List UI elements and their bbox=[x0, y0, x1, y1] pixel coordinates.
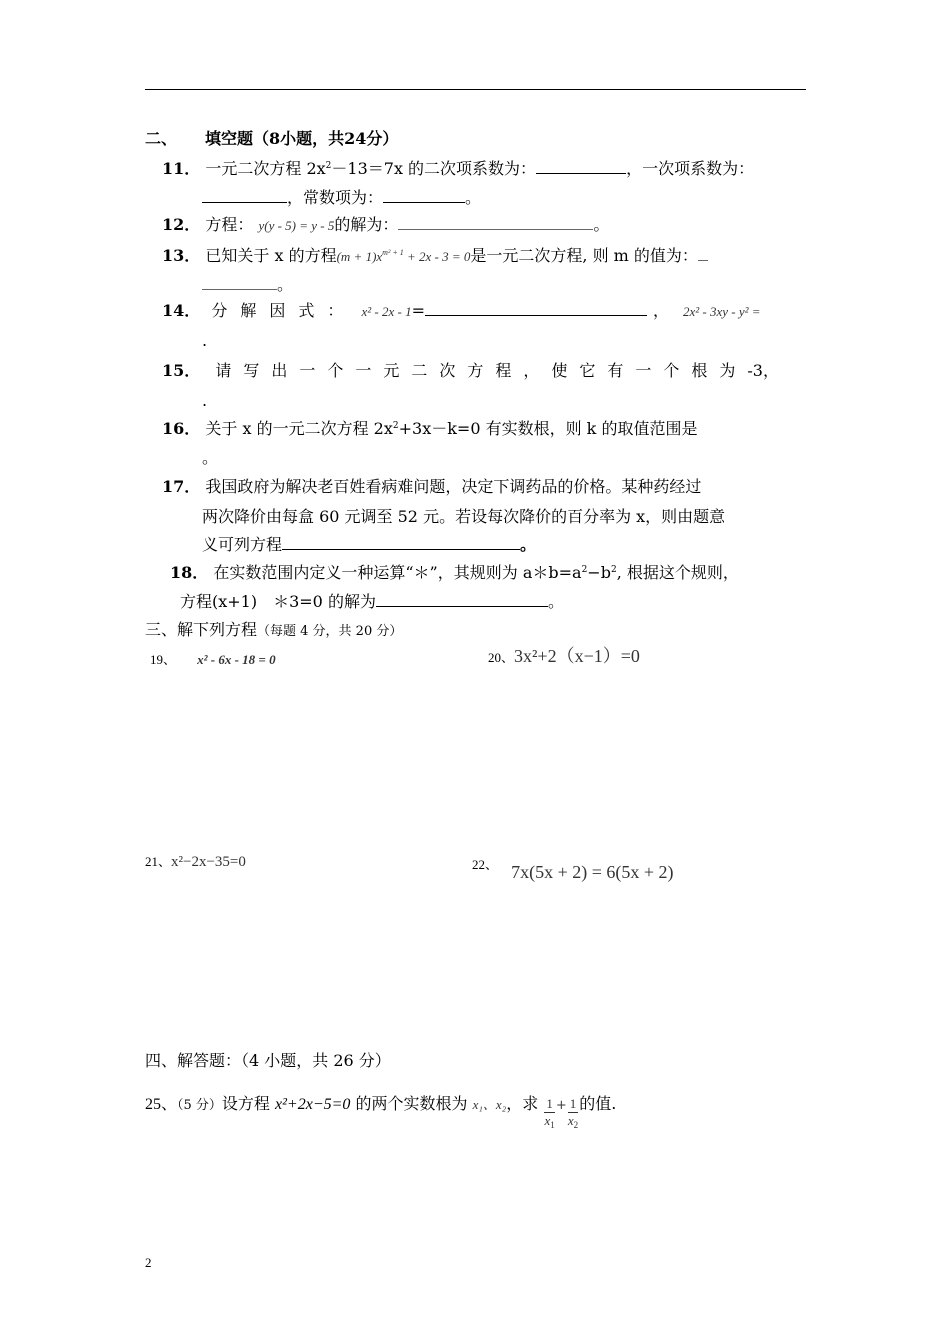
q15-text: 请写出一个一元二次方程，使它有一个根为 bbox=[215, 361, 748, 380]
q25-num: 25、 bbox=[145, 1096, 178, 1113]
q20-num: 20、 bbox=[488, 650, 515, 665]
page-number: 2 bbox=[145, 1255, 152, 1270]
q25-fraction-2 bbox=[568, 1096, 579, 1129]
q17-line3-text: 义可列方程 bbox=[202, 535, 283, 554]
q25-text-a: 设方程 bbox=[221, 1094, 270, 1113]
q25-fraction-1 bbox=[544, 1096, 555, 1129]
q15-value: -3， bbox=[747, 361, 779, 380]
q13-num: 13． bbox=[162, 246, 201, 265]
question-17 bbox=[162, 476, 701, 498]
q25-frac2-sub: 2 bbox=[573, 1120, 579, 1130]
q11-text-a: 一元二次方程 2x bbox=[205, 159, 326, 178]
q11-blank-3[interactable] bbox=[383, 188, 465, 203]
q18-text-b: −b bbox=[587, 563, 611, 582]
q12-text-a: 方程： bbox=[205, 215, 254, 234]
q25-points: （5 分） bbox=[177, 1098, 222, 1113]
question-16 bbox=[162, 418, 697, 440]
q17-num: 17． bbox=[162, 477, 201, 496]
q16-num: 16． bbox=[162, 419, 201, 438]
section3-heading-text: 三、解下列方程 bbox=[145, 620, 258, 639]
q18-text-a: 在实数范围内定义一种运算“＊”，其规则为 a＊b=a bbox=[213, 563, 582, 582]
q22-num: 22、 bbox=[472, 857, 499, 872]
section2-heading-text: 填空题（8小题，共24分） bbox=[205, 129, 399, 148]
q14-eq: = bbox=[411, 301, 425, 320]
question-13 bbox=[162, 245, 708, 268]
q18-text-c: , 根据这个规则， bbox=[616, 563, 739, 582]
q13-text-a: 已知关于 x 的方程 bbox=[205, 246, 337, 265]
question-22 bbox=[472, 852, 674, 882]
q14-expr-a: x² - 2x - 1 bbox=[361, 304, 412, 319]
q16-sup: 2 bbox=[392, 421, 399, 431]
q17-line3 bbox=[202, 534, 536, 556]
q25-plus: + bbox=[555, 1098, 567, 1113]
q13-text-b: 是一元二次方程, 则 m 的值为： bbox=[470, 246, 698, 265]
q12-blank[interactable] bbox=[398, 215, 593, 230]
question-12 bbox=[162, 214, 609, 237]
q13-text-c: 。 bbox=[277, 275, 294, 294]
q13-blank-b[interactable] bbox=[202, 275, 277, 290]
question-15 bbox=[162, 360, 779, 382]
q11-text-e: 。 bbox=[465, 188, 482, 207]
q25-frac2-denominator bbox=[568, 1113, 579, 1129]
q13-exponent: m² + 1 bbox=[382, 248, 404, 257]
q25-frac1-var: x bbox=[544, 1113, 551, 1128]
q18-end: 。 bbox=[547, 592, 564, 611]
q13-blank-a[interactable] bbox=[698, 246, 708, 261]
section2-heading bbox=[145, 128, 398, 150]
section2-heading-num: 二、 bbox=[145, 129, 178, 148]
question-13-line2 bbox=[202, 274, 293, 296]
q11-text-d: ，常数项为： bbox=[287, 188, 384, 207]
q11-text-c: ，一次项系数为： bbox=[626, 159, 755, 178]
q18-sup1: 2 bbox=[581, 565, 588, 575]
section3-heading-sub: （每题 4 分，共 20 分） bbox=[257, 624, 403, 639]
q19-num: 19、 bbox=[150, 652, 177, 667]
q17-line2: 两次降价由每盒 60 元调至 52 元。若设每次降价的百分率为 x，则由题意 bbox=[202, 507, 726, 526]
question-14 bbox=[162, 300, 761, 323]
q20-equation: 3x²+2（x−1）=0 bbox=[514, 646, 640, 666]
q17-end: 。 bbox=[520, 535, 537, 554]
q11-blank-2[interactable] bbox=[202, 188, 287, 203]
q14-sep: ， bbox=[653, 301, 670, 320]
q11-text-b: －13＝7x 的二次项系数为： bbox=[331, 159, 537, 178]
q18-blank[interactable] bbox=[376, 592, 548, 607]
q11-blank-1[interactable] bbox=[536, 159, 626, 174]
q12-text-c: 。 bbox=[593, 215, 610, 234]
q16-text-a: 关于 x 的一元二次方程 2x bbox=[205, 419, 393, 438]
q25-frac1-numerator: 1 bbox=[546, 1096, 553, 1111]
q13-equation-b: + 2x - 3 = 0 bbox=[403, 249, 471, 264]
section3-heading bbox=[145, 619, 402, 643]
q14-expr-b: 2x² - 3xy - y² = bbox=[683, 304, 761, 319]
q14-num: 14． bbox=[162, 301, 201, 320]
q16-end: 。 bbox=[202, 448, 219, 467]
question-11 bbox=[162, 158, 754, 180]
q11-sup: 2 bbox=[325, 161, 332, 171]
q11-num: 11． bbox=[162, 159, 201, 178]
q18-sup2: 2 bbox=[610, 565, 617, 575]
q13-equation-a: (m + 1)x bbox=[336, 249, 383, 264]
q25-frac1-sub: 1 bbox=[550, 1120, 555, 1130]
q15-num: 15． bbox=[162, 361, 201, 380]
q18-line2-text: 方程(x+1) ＊3=0 的解为 bbox=[180, 592, 376, 611]
q25-text-b: 的两个实数根为 bbox=[355, 1094, 468, 1113]
top-rule bbox=[145, 89, 806, 90]
question-21 bbox=[145, 850, 246, 873]
q21-equation: x²−2x−35=0 bbox=[171, 854, 246, 870]
q19-equation: x² - 6x - 18 = 0 bbox=[197, 652, 276, 667]
q22-equation: 7x(5x + 2) = 6(5x + 2) bbox=[511, 862, 674, 882]
question-18 bbox=[170, 562, 739, 584]
q25-frac1-denominator bbox=[544, 1113, 555, 1129]
q25-frac2-numerator: 1 bbox=[569, 1096, 577, 1111]
q17-blank[interactable] bbox=[282, 535, 520, 550]
q25-roots: x₁、x₂ bbox=[472, 1097, 507, 1112]
q17-line1: 我国政府为解决老百姓看病难问题，决定下调药品的价格。某种药经过 bbox=[205, 477, 702, 496]
q18-num: 18． bbox=[170, 563, 209, 582]
question-19 bbox=[150, 648, 276, 671]
q12-num: 12． bbox=[162, 215, 201, 234]
q18-line2 bbox=[180, 591, 564, 613]
q25-frac2-var: x bbox=[567, 1113, 574, 1128]
q12-equation: y(y - 5) = y - 5 bbox=[258, 218, 335, 233]
q14-blank[interactable] bbox=[425, 301, 647, 316]
q25-text-d: 的值. bbox=[579, 1094, 617, 1113]
q25-text-c: ，求 bbox=[506, 1094, 539, 1113]
q14-end: . bbox=[202, 331, 208, 350]
question-25 bbox=[145, 1088, 617, 1130]
q21-num: 21、 bbox=[145, 854, 172, 869]
question-11-line2 bbox=[202, 187, 481, 209]
question-20 bbox=[488, 645, 640, 669]
q25-equation: x²+2x−5=0 bbox=[275, 1096, 351, 1113]
q15-end: . bbox=[202, 391, 208, 410]
q12-text-b: 的解为： bbox=[334, 215, 399, 234]
q14-text: 分解因式： bbox=[211, 301, 357, 320]
section4-heading: 四、解答题：（4 小题，共 26 分） bbox=[145, 1051, 391, 1070]
q16-text-b: +3x－k=0 有实数根，则 k 的取值范围是 bbox=[398, 419, 698, 438]
